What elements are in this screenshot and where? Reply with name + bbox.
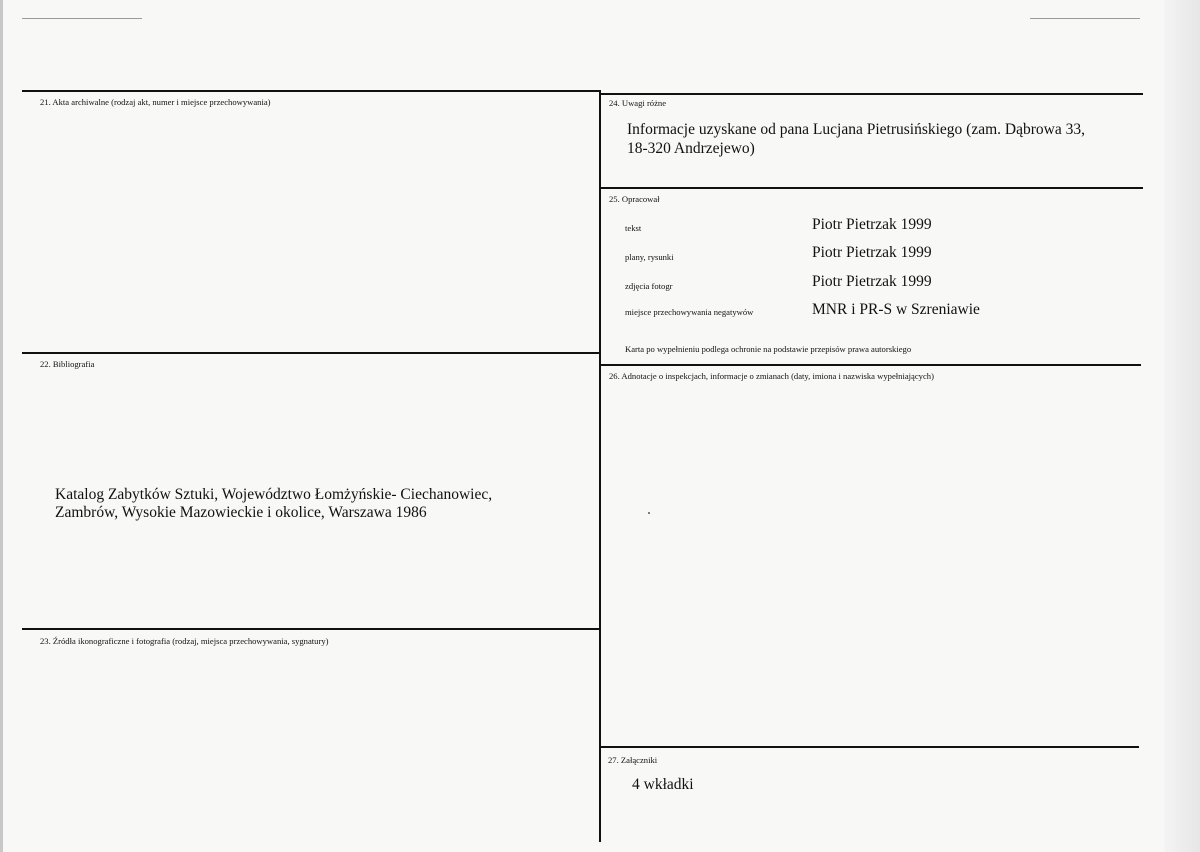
prepared-field-text: tekst (625, 223, 642, 233)
section-21-label: 21. Akta archiwalne (rodzaj akt, numer i miejsce przechowywania) (40, 97, 271, 107)
bibliography-line-2: Zambrów, Wysokie Mazowieckie i okolice, Warszawa 1986 (55, 504, 427, 521)
remarks-line-1: Informacje uzyskane od pana Lucjana Pietrusińskiego (zam. Dąbrowa 33, (627, 121, 1085, 138)
section-22-label: 22. Bibliografia (40, 359, 95, 369)
prepared-value-drawings: Piotr Pietrzak 1999 (812, 244, 932, 261)
attachments-value: 4 wkładki (632, 776, 694, 793)
prepared-value-photos: Piotr Pietrzak 1999 (812, 273, 932, 290)
section-27-label: 27. Załączniki (608, 755, 658, 765)
prepared-value-negatives: MNR i PR-S w Szreniawie (812, 301, 980, 318)
rule-section-25 (600, 187, 1143, 189)
copyright-note: Karta po wypełnieniu podlega ochronie na podstawie przepisów prawa autorskiego (625, 344, 912, 354)
remarks-line-2: 18-320 Andrzejewo) (627, 140, 755, 157)
rule-top-right (600, 93, 1143, 95)
rule-top-left (22, 90, 600, 92)
scan-edge-mark-right (1030, 18, 1140, 19)
rule-section-27 (600, 746, 1139, 748)
prepared-field-drawings: plany, rysunki (625, 252, 674, 262)
section-25-label: 25. Opracował (609, 194, 660, 204)
rule-section-23 (22, 628, 600, 630)
prepared-value-text: Piotr Pietrzak 1999 (812, 216, 932, 233)
section-23-label: 23. Źródła ikonograficzne i fotografia (rodzaj, miejsca przechowywania, sygnatury) (40, 636, 329, 646)
rule-section-26 (600, 364, 1141, 366)
section-26-label: 26. Adnotacje o inspekcjach, informacje o zmianach (daty, imiona i nazwiska wypełniających) (609, 371, 934, 381)
prepared-field-photos: zdjęcia fotogr (625, 281, 673, 291)
bibliography-line-1: Katalog Zabytków Sztuki, Województwo Łomżyńskie- Ciechanowiec, (55, 486, 493, 503)
rule-section-22 (22, 352, 600, 354)
column-divider (599, 90, 601, 842)
section-24-label: 24. Uwagi różne (609, 98, 667, 108)
scan-edge-mark-left (22, 18, 142, 19)
prepared-field-negatives: miejsce przechowywania negatywów (625, 307, 754, 317)
scan-speck (648, 512, 650, 514)
